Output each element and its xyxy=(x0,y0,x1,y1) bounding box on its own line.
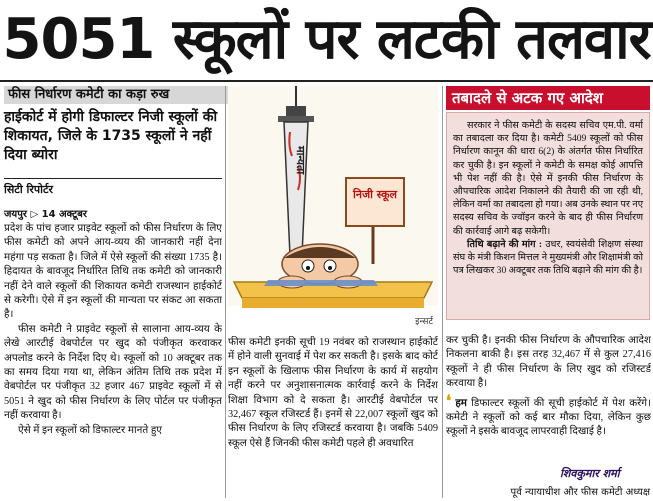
paragraph: ऐसे में इन स्कूलों को डिफाल्टर मानते हुए xyxy=(18,424,162,436)
dateline: जयपुर ▷ 14 अक्टूबर xyxy=(4,209,87,220)
sidebar-box xyxy=(446,112,650,320)
column-divider xyxy=(442,86,443,498)
signature: शिवकुमार शर्मा xyxy=(560,467,620,480)
byline: सिटी रिपोर्टर xyxy=(4,183,53,196)
sidebar-paragraph: सरकार ने फीस कमेटी के सदस्य सचिव एम.पी. वर्मा का तबादला कर दिया है। कमेटी 5409 स्कूलों को फीस निर्धारण कानून की धारा 6(2) के अंतर्गत फीस निर्धारित कर चुकी है। इन स्कूलों ने कमेटी के समक्ष कोई आपत्ति भी पेश नहीं की है। ऐसे में इनकी फीस निर्धारण के औपचारिक आदेश निकालने की तैयारी की जा रही थी, लेकिन वर्मा का तबादला हो गया। अब उनके स्थान पर नए सदस्य सचिव के ज्वॉइन करने के बाद ही फीस निर्धारण की कार्रवाई आगे बढ़ सकेगी। xyxy=(453,120,643,237)
sign-board-icon xyxy=(346,178,404,226)
headline-rule xyxy=(0,80,653,82)
quote xyxy=(446,392,651,440)
kicker: फीस निर्धारण कमेटी का कड़ा रुख xyxy=(4,86,228,104)
subhead-rule xyxy=(4,178,222,179)
sword-label: मान्यता xyxy=(294,146,307,175)
paragraph: फीस कमेटी इनकी सूची 19 नवंबर को राजस्थान हाईकोर्ट में होने वाली सुनवाई में पेश कर सकती है। इसके बाद कोर्ट इन स्कूलों के खिलाफ फीस निर्धारण के कार्य में सहयोग नहीं करने पर अनुशासनात्मक कार्रवाई करने के निर्देश शिक्षा विभाग को दे सकता है। आरटीई वेबपोर्टल पर 32,467 स्कूल रजिस्टर्ड हैं। इनमें से 22,007 स्कूलों खुद को फीस निर्धारण के लिए रजिस्टर्ड करवाया है। जबकि 5409 स्कूल ऐसे हैं जिनकी फीस कमेटी पहले ही अवधारित xyxy=(228,337,438,449)
quote-mark-icon: ❛ xyxy=(446,392,452,410)
column-3 xyxy=(446,334,651,454)
paragraph: कर चुकी है। इनकी फीस निर्धारण के औपचारिक आदेश निकलना बाकी है। इस तरह 32,467 में से कुल 27,416 स्कूलों ने ही फीस निर्धारण के लिए खुद को रजिस्टर्ड करवाया है। xyxy=(446,335,651,390)
sword-hilt-icon xyxy=(286,106,306,116)
paragraph: फीस कमेटी ने प्राइवेट स्कूलों से सालाना आय-व्यय के लेखे आरटीई वेबपोर्टल पर खुद को पंजीकृत करवाकर अपलोड करने के निर्देश दिए थे। स्कूलों को 10 अक्टूबर तक का समय दिया गया था, लेकिन अंतिम तिथि तक प्रदेश में वेबपोर्टल पर पंजीकृत 32 हजार 467 प्राइवेट स्कूलों में से 5051 ने खुद को फीस निर्धारण के लिए पोर्टल पर पंजीकृत नहीं करवाया है। xyxy=(4,323,222,422)
sidebar-demand-text: उधर, स्वयंसेवी शिक्षण संस्था संघ के मंत्री किशन मित्तल ने मुख्यमंत्री और शिक्षामंत्री को पत्र लिखकर 30 अक्टूबर तक तिथि बढ़ाने की मांग की है। xyxy=(453,238,643,277)
headline: 5051 स्कूलों पर लटकी तलवार xyxy=(2,7,651,72)
sidebar-body xyxy=(453,119,643,277)
column-divider xyxy=(225,86,226,498)
sign-label: निजी स्कूल xyxy=(353,188,397,201)
cartoon-credit: इन्सर्ट xyxy=(415,317,433,327)
signature-caption: पूर्व न्यायाधीश और फीस कमेटी अध्यक्ष xyxy=(510,487,650,498)
paragraph: प्रदेश के पांच हजार प्राइवेट स्कूलों को फीस निर्धारण के लिए फीस कमेटी को अपने आय-व्यय की जानकारी नहीं देना महंगा पड़ सकता है। जिले में ऐसे स्कूलों की संख्या 1735 है। हिदायत के बावजूद निर्धारित तिथि तक कमेटी को जानकारी नहीं देने वाले स्कूलों की शिकायत कमेटी राजस्थान हाईकोर्ट से करेगी। ऐसे में इन स्कूलों की मान्यता पर संकट आ सकता है। xyxy=(4,223,222,321)
cartoon xyxy=(228,86,438,328)
cartoon-illustration xyxy=(228,86,438,328)
quote-text: डिफाल्टर स्कूलों की सूची हाईकोर्ट में पेश करेंगे। कमेटी ने स्कूलों को कई बार मौका दिया, लेकिन कुछ स्कूलों ने इसके बावजूद लापरवाही दिखाई है। xyxy=(446,397,651,438)
column-1 xyxy=(4,222,222,500)
sidebar-title: तबादले से अटक गए आदेश xyxy=(446,86,650,110)
sidebar-demand-label: तिथि बढ़ाने की मांग : xyxy=(467,238,543,250)
column-2 xyxy=(228,336,438,501)
quote-lead: हम xyxy=(455,397,467,409)
subhead: हाईकोर्ट में होगी डिफाल्टर निजी स्कूलों की शिकायत, जिले के 1735 स्कूलों ने नहीं दिया ब्योरा xyxy=(4,109,218,163)
